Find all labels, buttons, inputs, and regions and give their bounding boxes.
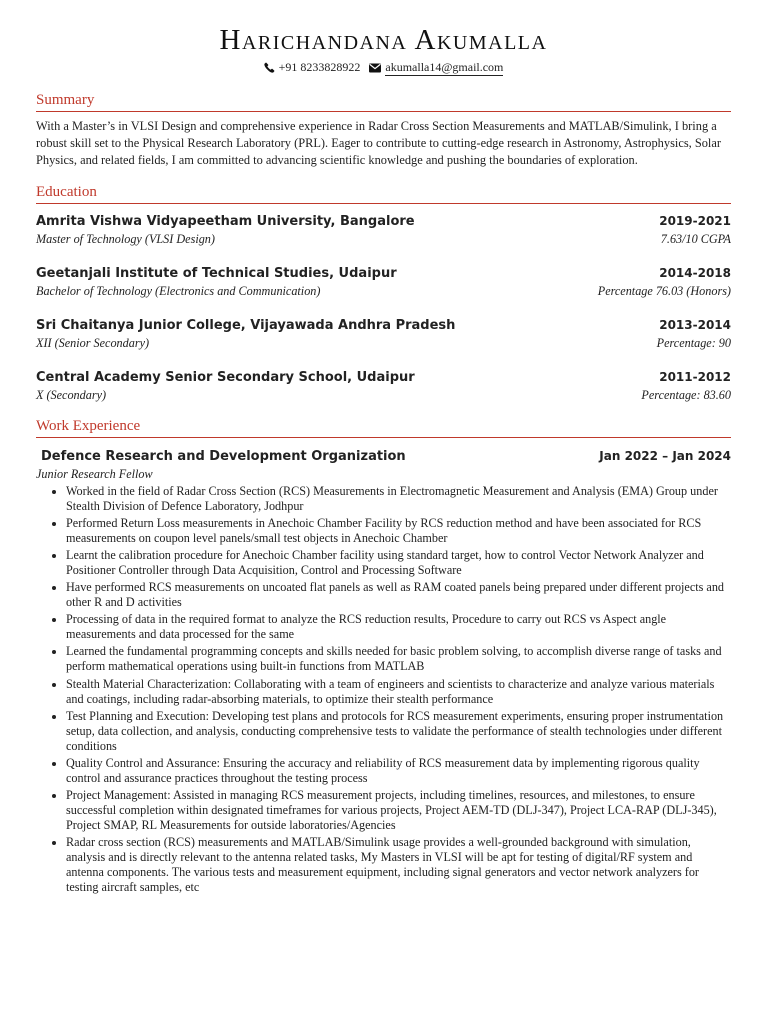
institution-name: Amrita Vishwa Vidyapeetham University, Bangalore — [36, 213, 415, 229]
resume-page — [36, 0, 731, 898]
degree: Master of Technology (VLSI Design) — [36, 231, 215, 246]
score: Percentage 76.03 (Honors) — [597, 283, 731, 298]
education-entry — [36, 369, 731, 403]
phone-contact[interactable] — [264, 59, 361, 75]
envelope-icon — [369, 63, 381, 73]
degree: X (Secondary) — [36, 387, 107, 402]
email-contact[interactable] — [369, 59, 503, 76]
phone-icon — [264, 62, 275, 73]
list-item: • Performed Return Loss measurements in Anechoic Chamber Facility by RCS reduction method and have been associated for RCS measurements on coupon level panels/small test objects in Anechoic Chamber — [66, 516, 731, 546]
education-years: 2014-2018 — [659, 265, 731, 280]
organization-name: Defence Research and Development Organization — [41, 448, 406, 464]
score: Percentage: 83.60 — [641, 387, 731, 402]
list-item: • Project Management: Assisted in managing RCS measurement projects, including timelines, resources, and milestones, to ensure successful completion within designated timeframes for various projects, Project AEM-TD (DLJ-347), Project LCA-RAP (DLJ-345), Project SMAP, RL Measurements for outside laboratories/Agencies — [66, 788, 731, 833]
education-entry — [36, 265, 731, 299]
responsibilities-list — [36, 484, 731, 896]
list-item: • Stealth Material Characterization: Collaborating with a team of engineers and scientists to characterize and analyze various materials and coatings, including radar-absorbing materials, to optimize their stealth performance — [66, 677, 731, 707]
list-item: • Quality Control and Assurance: Ensuring the accuracy and reliability of RCS measurement data by implementing rigorous quality control and assurance practices throughout the testing process — [66, 756, 731, 786]
candidate-name: Harichandana Akumalla — [219, 24, 548, 56]
phone-number: +91 8233828922 — [278, 60, 361, 74]
list-item: • Radar cross section (RCS) measurements and MATLAB/Simulink usage provides a well-grounded background with simulation, analysis and is directly relevant to the antenna related tasks, My Masters in VLSI will be apt for testing of digital/RF system and antenna components. The various tests and measurement equipment, including signal generators and vector network analyzers for testing aircraft samples, etc — [66, 835, 731, 895]
education-heading: Education — [36, 183, 731, 204]
email-address[interactable]: akumalla14@gmail.com — [385, 60, 504, 74]
education-years: 2011-2012 — [659, 369, 731, 384]
institution-name: Sri Chaitanya Junior College, Vijayawada Andhra Pradesh — [36, 317, 456, 333]
work-dates: Jan 2022 – Jan 2024 — [599, 448, 731, 463]
score: 7.63/10 CGPA — [660, 231, 731, 246]
summary-text: With a Master’s in VLSI Design and comprehensive experience in Radar Cross Section Measurements and MATLAB/Simulink, I bring a robust skill set to the Physical Research Laboratory (PRL). Eager to contribute to cutting-edge research in Astronomy, Astrophysics, Solar Physics, and related fields, I am committed to advancing scientific knowledge and pushing the boundaries of exploration. — [36, 118, 722, 167]
institution-name: Geetanjali Institute of Technical Studies, Udaipur — [36, 265, 397, 281]
job-role: Junior Research Fellow — [36, 466, 153, 481]
list-item: • Worked in the field of Radar Cross Section (RCS) Measurements in Electromagnetic Measurement and Analysis (EMA) Group under Stealth Division of Defence Laboratory, Jodhpur — [66, 484, 731, 514]
work-entry-header — [36, 448, 731, 466]
summary-heading: Summary — [36, 91, 731, 112]
list-item: • Test Planning and Execution: Developing test plans and protocols for RCS measurement experiments, ensuring proper instrumentation setup, data collection, and analysis, conducting comprehensive tests to validate the performance of stealth technologies under different conditions — [66, 709, 731, 754]
list-item: • Have performed RCS measurements on uncoated flat panels as well as RAM coated panels being prepared under different projects and other R and D activities — [66, 580, 731, 610]
list-item: • Processing of data in the required format to analyze the RCS reduction results, Procedure to carry out RCS vs Aspect angle measurements and data processed for the same — [66, 612, 731, 642]
education-years: 2013-2014 — [659, 317, 731, 332]
score: Percentage: 90 — [656, 335, 731, 350]
institution-name: Central Academy Senior Secondary School, Udaipur — [36, 369, 415, 385]
list-item: • Learned the fundamental programming concepts and skills needed for basic problem solving, to accomplish diverse range of tasks and perform mathematical operations using built-in functions from MATLAB — [66, 644, 731, 674]
contact-line — [36, 59, 731, 77]
degree: XII (Senior Secondary) — [36, 335, 150, 350]
degree: Bachelor of Technology (Electronics and Communication) — [36, 283, 321, 298]
list-item: • Learnt the calibration procedure for Anechoic Chamber facility using standard target, how to control Vector Network Analyzer and Positioner Controller through Data Acquisition, Control and Processing Software — [66, 548, 731, 578]
education-entry — [36, 317, 731, 351]
education-years: 2019-2021 — [659, 213, 731, 228]
work-experience-heading: Work Experience — [36, 417, 731, 438]
education-entry — [36, 213, 731, 247]
